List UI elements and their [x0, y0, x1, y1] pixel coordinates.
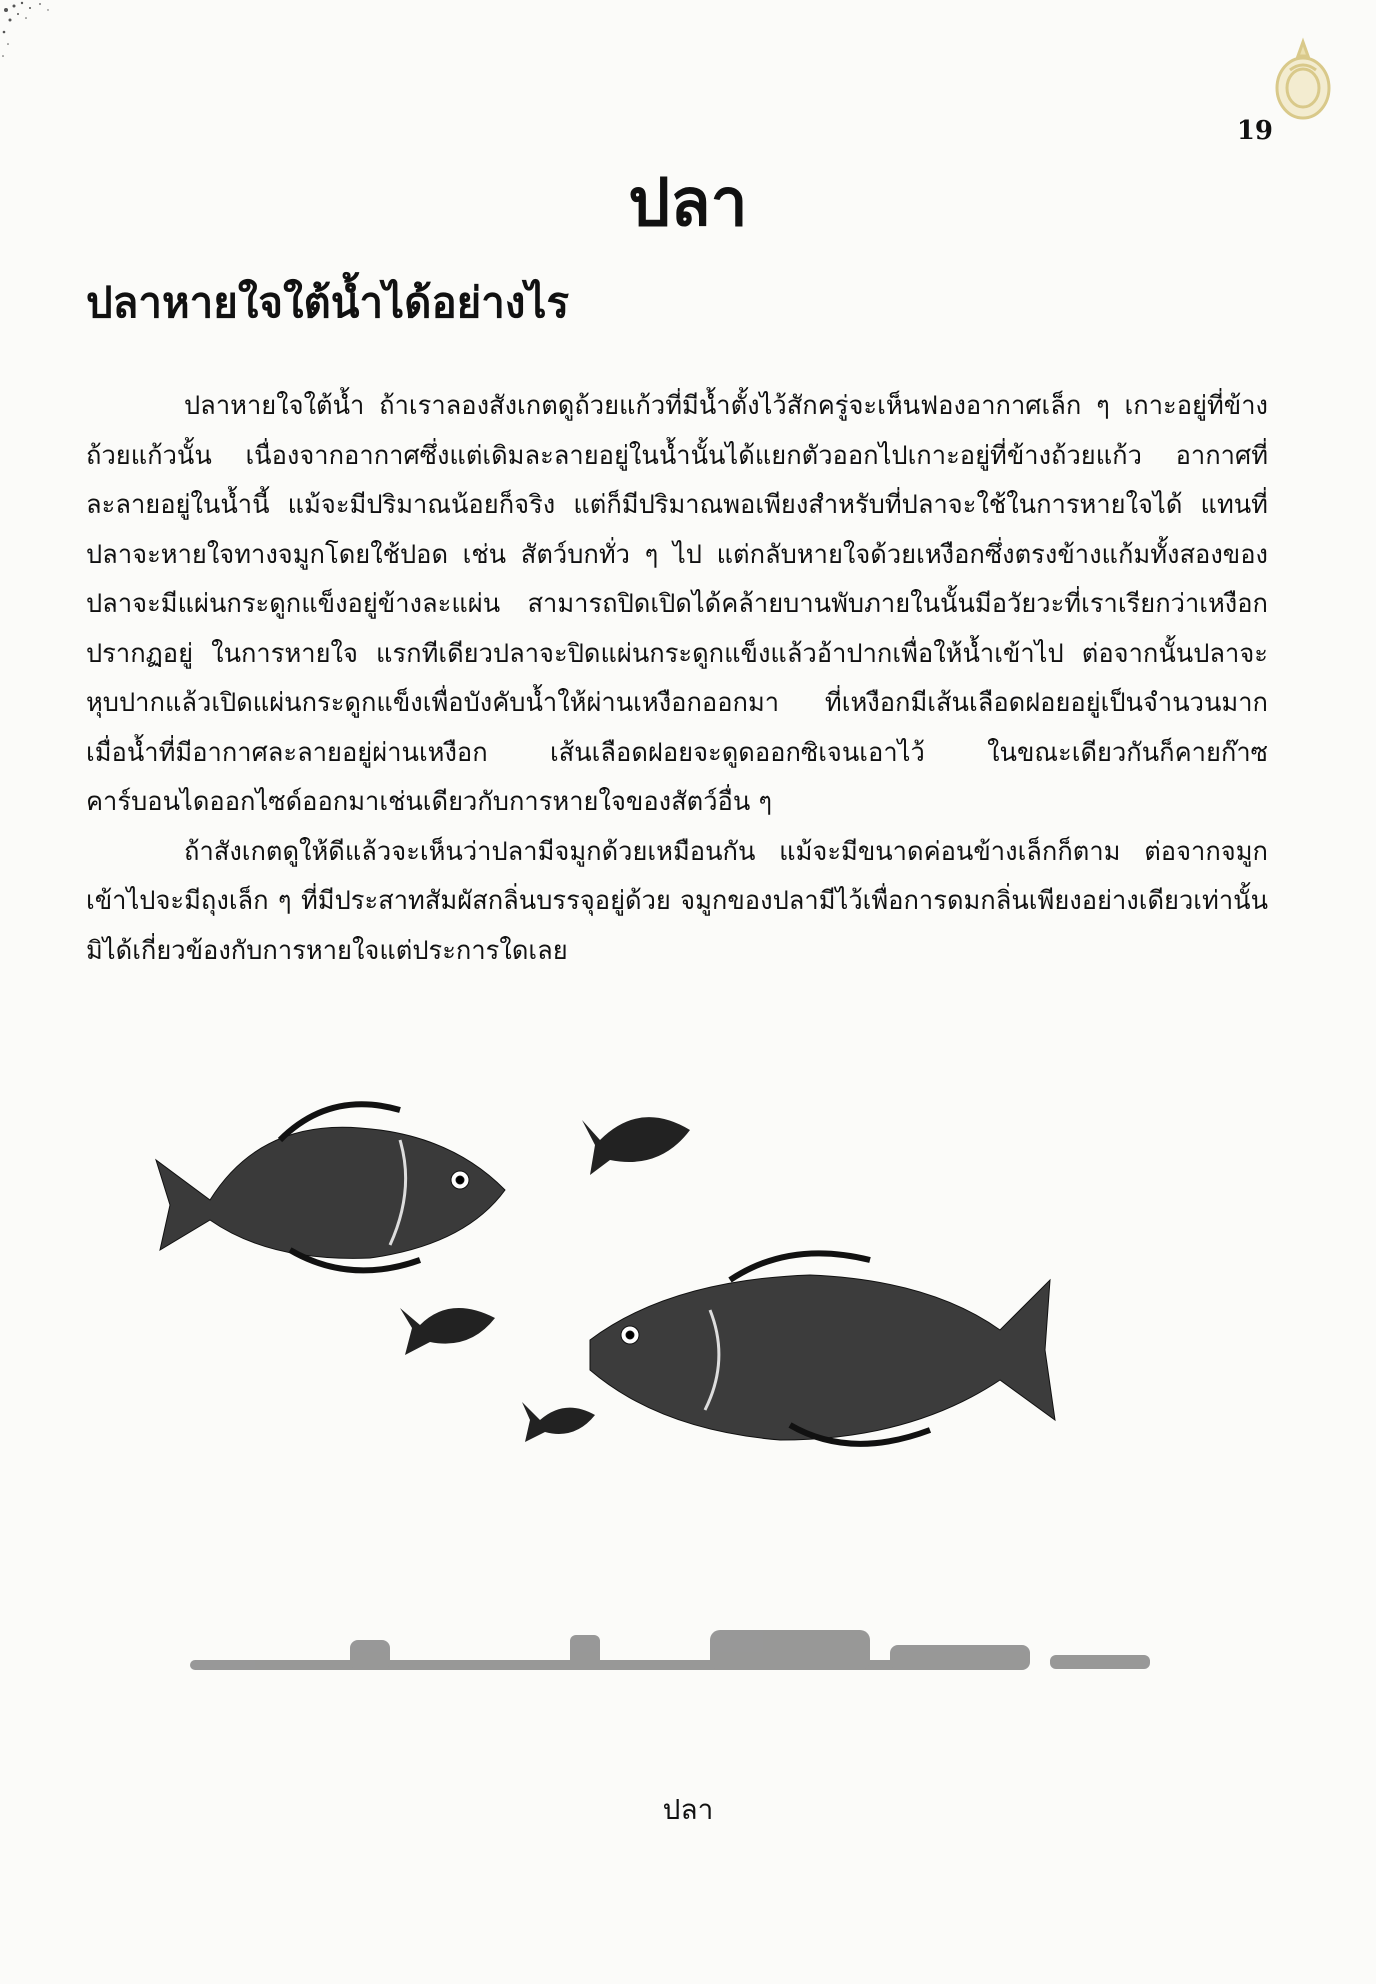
royal-seal-icon [1270, 36, 1336, 126]
fish-drawing [582, 1117, 690, 1175]
page-title: ปลา [628, 163, 748, 241]
scan-speckle-decoration [0, 0, 110, 90]
paragraph: ปลาหายใจใต้น้ำ ถ้าเราลองสังเกตดูถ้วยแก้วที่มีน้ำตั้งไว้สักครู่จะเห็นฟองอากาศเล็ก ๆ เกาะอยู่ที่ข้างถ้วยแก้วนั้น เนื่องจากอากาศซึ่งแต่เดิมละลายอยู่ในน้ำนั้นได้แยกตัวออกไปเกาะอยู่ที่ข้างถ้วยแก้ว อากาศที่ละลายอยู่ในน้ำนี้ แม้จะมีปริมาณน้อยก็จริง แต่ก็มีปริมาณพอเพียงสำหรับที่ปลาจะใช้ในการหายใจได้ แทนที่ปลาจะหายใจทางจมูกโดยใช้ปอด เช่น สัตว์บกทั่ว ๆ ไป แต่กลับหายใจด้วยเหงือกซึ่งตรงข้างแก้มทั้งสองของปลาจะมีแผ่นกระดูกแข็งอยู่ข้างละแผ่น สามารถปิดเปิดได้คล้ายบานพับภายในนั้นมีอวัยวะที่เราเรียกว่าเหงือกปรากฏอยู่ ในการหายใจ แรกทีเดียวปลาจะปิดแผ่นกระดูกแข็งแล้วอ้าปากเพื่อให้น้ำเข้าไป ต่อจากนั้นปลาจะหุบปากแล้วเปิดแผ่นกระดูกแข็งเพื่อบังคับน้ำให้ผ่านเหงือกออกมา ที่เหงือกมีเส้นเลือดฝอยอยู่เป็นจำนวนมาก เมื่อน้ำที่มีอากาศละลายอยู่ผ่านเหงือก เส้นเลือดฝอยจะดูดออกซิเจนเอาไว้ ในขณะเดียวกันก็คายก๊าซคาร์บอนไดออกไซด์ออกมาเช่นเดียวกับการหายใจของสัตว์อื่น ๆ [86, 391, 1268, 817]
fish-drawing [590, 1253, 1055, 1444]
fish-illustration [150, 1080, 1230, 1720]
section-heading: ปลาหายใจใต้น้ำได้อย่างไร [86, 278, 570, 327]
fish-drawing [156, 1104, 505, 1270]
illustration-caption: ปลา [662, 1793, 714, 1826]
page-number: 19 [1236, 116, 1273, 146]
seabed-smudge [190, 1630, 1150, 1670]
fish-drawing [522, 1402, 595, 1442]
fish-drawing [400, 1308, 495, 1355]
paragraph: ถ้าสังเกตดูให้ดีแล้วจะเห็นว่าปลามีจมูกด้วยเหมือนกัน แม้จะมีขนาดค่อนข้างเล็กก็ตาม ต่อจากจมูกเข้าไปจะมีถุงเล็ก ๆ ที่มีประสาทสัมผัสกลิ่นบรรจุอยู่ด้วย จมูกของปลามีไว้เพื่อการดมกลิ่นเพียงอย่างเดียวเท่านั้น มิได้เกี่ยวข้องกับการหายใจแต่ประการใดเลย [86, 836, 1268, 966]
body-text [86, 382, 1268, 976]
